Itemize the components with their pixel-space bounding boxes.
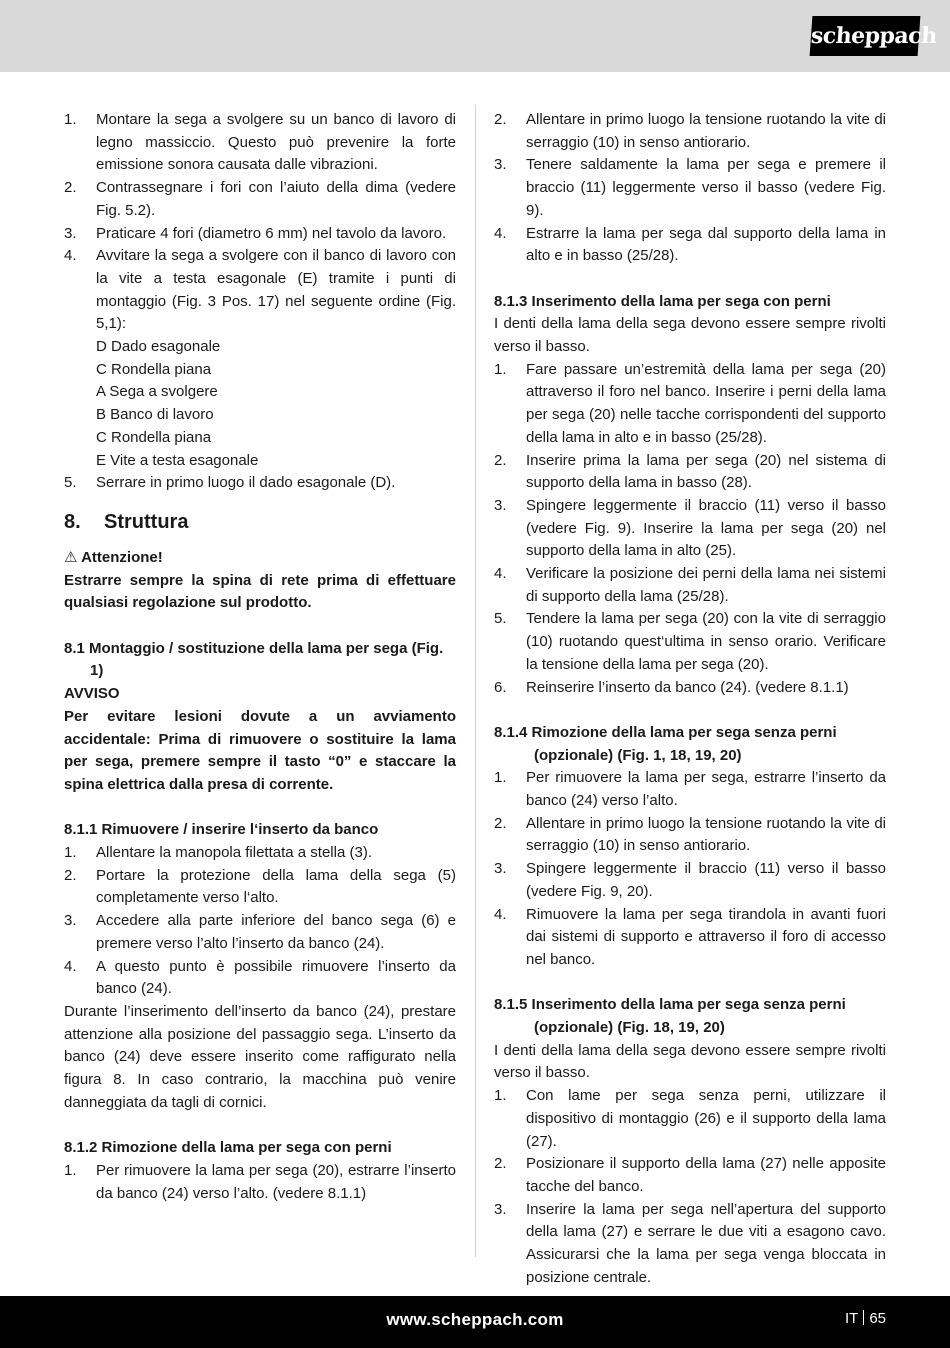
list-item: 2. Allentare in primo luogo la tensione ruotando la vite di serraggio (10) in senso antiorario. <box>494 814 886 855</box>
subsection-title: 8.1.4 Rimozione della lama per sega senza perni (opzionale) (Fig. 1, 18, 19, 20) <box>494 723 837 764</box>
order-item: C Rondella piana <box>96 428 212 446</box>
page-header <box>0 0 950 72</box>
paragraph: I denti della lama della sega devono essere sempre rivolti verso il basso. <box>494 1041 886 1082</box>
page-indicator <box>845 1310 886 1327</box>
right-column <box>494 109 886 1290</box>
order-item: D Dado esagonale <box>96 338 221 356</box>
list-item: 3. Spingere leggermente il braccio (11) verso il basso (vedere Fig. 9). Inserire la lama per sega (20) nel supporto della lama in alto (25). <box>494 496 886 560</box>
notice-label: AVVISO <box>64 685 120 703</box>
left-column <box>64 109 456 1205</box>
list-item: 3. Tenere saldamente la lama per sega e premere il braccio (11) leggermente verso il basso (vedere Fig. 9). <box>494 156 886 219</box>
list-item: 2. Contrassegnare i fori con l’aiuto della dima (vedere Fig. 5.2). <box>64 179 456 219</box>
page-footer <box>0 1296 950 1348</box>
order-item: C Rondella piana <box>96 360 212 378</box>
list-item: 2. Posizionare il supporto della lama (27) nelle apposite tacche del banco. <box>494 1155 886 1195</box>
list-item: 1. Per rimuovere la lama per sega (20), estrarre l’inserto da banco (24) verso l’alto. (vedere 8.1.1) <box>64 1161 456 1202</box>
subsection-title: 8.1.5 Inserimento della lama per sega senza perni (opzionale) (Fig. 18, 19, 20) <box>494 996 846 1037</box>
list-item: 4. A questo punto è possibile rimuovere l’inserto da banco (24). <box>64 957 456 998</box>
website-link[interactable]: www.scheppach.com <box>386 1310 564 1329</box>
subsection-title: 8.1 Montaggio / sostituzione della lama per sega (Fig. 1) <box>64 639 444 680</box>
notice-text: Per evitare lesioni dovute a un avviamento accidentale: Prima di rimuovere o sostituire la lama per sega, premere sempre il tasto “0” e staccare la spina elettrica dalla presa di corrente. <box>64 707 456 793</box>
list-item: 2. Allentare in primo luogo la tensione ruotando la vite di serraggio (10) in senso antiorario. <box>494 111 886 151</box>
list-item: 1. Fare passare un’estremità della lama per sega (20) attraverso il foro nel banco. Inserire i perni della lama per sega (20) nelle tacche corrispondenti del supporto della lama in alto e in basso (25/28). <box>494 360 886 446</box>
warning-icon: ⚠ <box>64 548 78 566</box>
subsection-title: 8.1.3 Inserimento della lama per sega con perni <box>494 292 831 310</box>
page-number: 65 <box>869 1310 886 1327</box>
order-item: E Vite a testa esagonale <box>96 451 259 469</box>
list-item: 4. Verificare la posizione dei perni della lama nei sistemi di supporto della lama (25/28). <box>494 565 886 605</box>
order-item: A Sega a svolgere <box>96 383 218 401</box>
list-item: 3. Spingere leggermente il braccio (11) verso il basso (vedere Fig. 9, 20). <box>494 860 886 900</box>
order-item: B Banco di lavoro <box>96 406 214 424</box>
list-item: 5. Tendere la lama per sega (20) con la vite di serraggio (10) ruotando quest‘ultima in senso orario. Verificare la tensione della lama per sega (20). <box>494 610 886 673</box>
language-code: IT <box>844 1310 859 1327</box>
list-item: 1. Per rimuovere la lama per sega, estrarre l’inserto da banco (24) verso l’alto. <box>494 769 886 810</box>
subsection-title: 8.1.2 Rimozione della lama per sega con perni <box>64 1139 392 1157</box>
subsection-title: 8.1.1 Rimuovere / inserire l‘inserto da banco <box>64 821 379 839</box>
list-item: 3. Inserire la lama per sega nell’apertura del supporto della lama (27) e serrare le due viti a esagono cavo. Assicurarsi che la lama per sega venga bloccata in posizione centrale. <box>494 1200 886 1286</box>
paragraph: I denti della lama della sega devono essere sempre rivolti verso il basso. <box>494 315 886 356</box>
brand-logo: scheppach <box>810 16 921 56</box>
column-divider <box>475 105 476 1257</box>
list-item: 2. Inserire prima la lama per sega (20) nel sistema di supporto della lama in basso (28). <box>494 451 886 492</box>
section-heading: 8. Struttura <box>64 510 189 533</box>
list-item: 1. Allentare la manopola filettata a stella (3). <box>64 844 372 862</box>
list-item: 3. Accedere alla parte inferiore del banco sega (6) e premere verso l’alto l’inserto da banco (24). <box>64 912 456 952</box>
list-item: 3. Praticare 4 fori (diametro 6 mm) nel tavolo da lavoro. <box>64 224 447 242</box>
list-item: 6. Reinserire l’inserto da banco (24). (vedere 8.1.1) <box>494 678 849 696</box>
warning-heading: ⚠ Attenzione! <box>64 548 163 566</box>
list-item: 2. Portare la protezione della lama della sega (5) completamente verso l‘alto. <box>64 866 456 907</box>
paragraph: Durante l’inserimento dell’inserto da banco (24), prestare attenzione alla posizione del passaggio sega. L’inserto da banco (24) deve essere inserito come raffigurato nella figura 8. In caso contrario, la macchina può venire danneggiata da tagli di cornici. <box>64 1002 456 1111</box>
list-item: 1. Con lame per sega senza perni, utilizzare il dispositivo di montaggio (26) e il supporto della lama (27). <box>494 1087 886 1150</box>
list-item: 4. Rimuovere la lama per sega tirandola in avanti fuori dai sistemi di supporto e attraverso il foro di accesso nel banco. <box>494 905 886 968</box>
list-item: 5. Serrare in primo luogo il dado esagonale (D). <box>64 474 396 492</box>
list-item: 1. Montare la sega a svolgere su un banco di lavoro di legno massiccio. Questo può prevenire la forte emissione sonora causata dalle vibrazioni. <box>64 111 456 174</box>
list-item: 4. Avvitare la sega a svolgere con il banco di lavoro con la vite a testa esagonale (E) tramite i punti di montaggio (Fig. 3 Pos. 17) nel seguente ordine (Fig. 5,1): <box>64 247 456 333</box>
list-item: 4. Estrarre la lama per sega dal supporto della lama in alto e in basso (25/28). <box>494 224 886 265</box>
warning-text: Estrarre sempre la spina di rete prima di effettuare qualsiasi regolazione sul prodotto. <box>64 571 456 612</box>
